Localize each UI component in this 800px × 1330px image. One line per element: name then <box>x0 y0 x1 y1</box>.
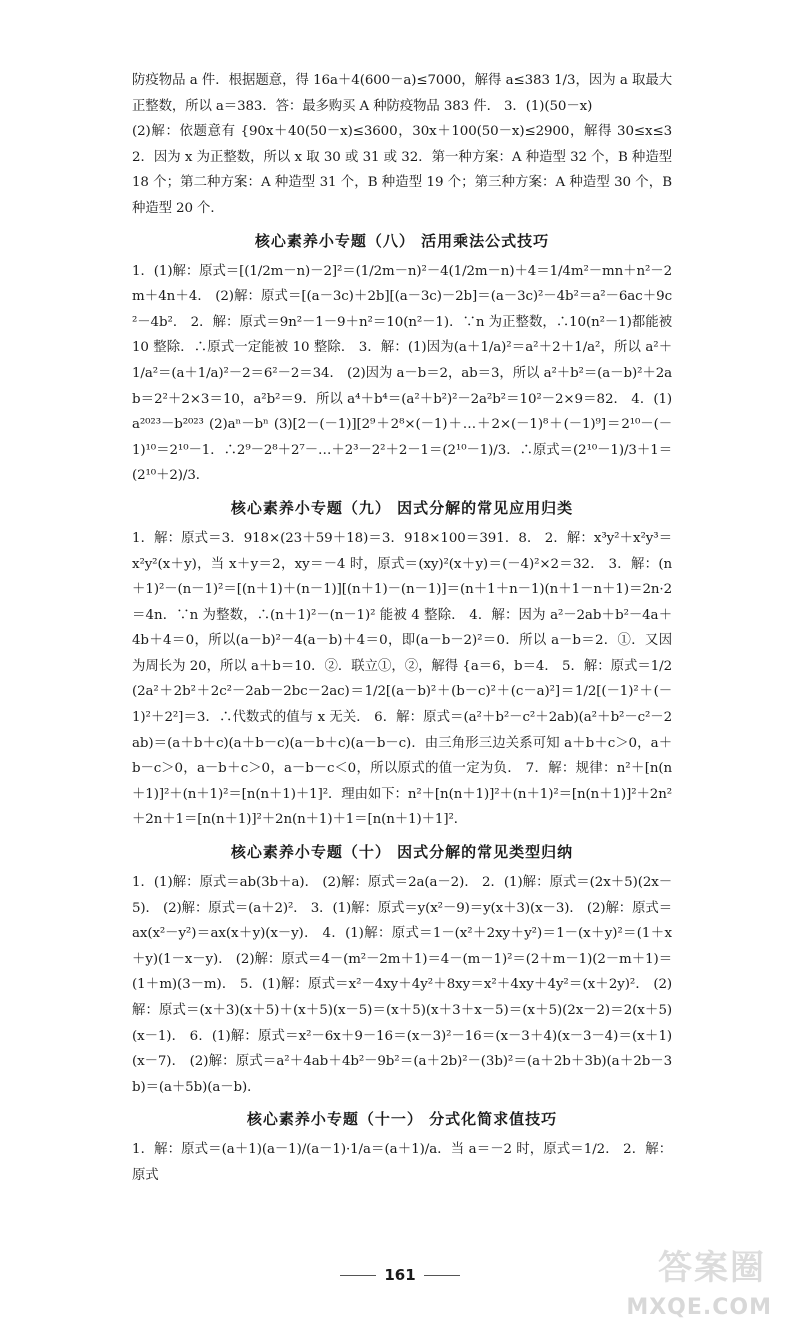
page-number: 161 <box>384 1266 416 1284</box>
watermark-logo: 答案圈 <box>658 1248 766 1288</box>
paragraph: 防疫物品 a 件．根据题意，得 16a＋4(600－a)≤7000，解得 a≤383 1/3，因为 a 取最大正整数，所以 a＝383．答：最多购买 A 种防疫物品 383 件． 3．(1)(50－x) <box>132 73 672 114</box>
paragraph: 1．解：原式＝(a＋1)(a－1)/(a－1)·1/a＝(a＋1)/a．当 a＝－2 时，原式＝1/2． 2．解：原式 <box>132 1142 672 1183</box>
section-heading: 核心素养小专题（九） 因式分解的常见应用归类 <box>230 498 574 517</box>
paragraph: 1．(1)解：原式＝ab(3b＋a)． (2)解：原式＝2a(a－2)． 2．(1)解：原式＝(2x＋5)(2x－5)． (2)解：原式＝(a＋2)²． 3．(1)解：原式＝y(x²－9)＝y(x＋3)(x－3)． (2)解：原式＝ax(x²－y²)＝ax(x＋y)(x－y)． 4．(1)解：原式＝1－(x²＋2xy＋y²)＝1－(x＋y)²＝(1＋x＋y)(1－x－y)． (2)解：原式＝4－(m²－2m＋1)＝4－(m－1)²＝(2＋m－1)(2－m＋1)＝(1＋m)(3－m)． 5．(1)解：原式＝x²－4xy＋4y²＋8xy＝x²＋4xy＋4y²＝(x＋2y)²． (2)解：原式＝(x＋3)(x＋5)＋(x＋5)(x－5)＝(x＋5)(x＋3＋x－5)＝(x＋5)(2x－2)＝2(x＋5)(x－1)． 6．(1)解：原式＝x²－6x＋9－16＝(x－3)²－16＝(x－3＋4)(x－3－4)＝(x＋1)(x－7)． (2)解：原式＝a²＋4ab＋4b²－9b²＝(a＋2b)²－(3b)²＝(a＋2b＋3b)(a＋2b－3b)＝(a＋5b)(a－b)． <box>132 875 672 1095</box>
footer-rule-left <box>340 1275 376 1276</box>
paragraph: 1．解：原式＝3．918×(23＋59＋18)＝3．918×100＝391．8． 2．解：x³y²＋x²y³＝x²y²(x＋y)，当 x＋y＝2，xy＝－4 时，原式＝(xy)²(x＋y)＝(－4)²×2＝32． 3．解：(n＋1)²－(n－1)²＝[(n＋1)＋(n－1)][(n＋1)－(n－1)]＝(n＋1＋n－1)(n＋1－n＋1)＝2n·2＝4n．∵n 为整数，∴(n＋1)²－(n－1)² 能被 4 整除． 4．解：因为 a²－2ab＋b²－4a＋4b＋4＝0，所以(a－b)²－4(a－b)＋4＝0，即(a－b－2)²＝0．所以 a－b＝2．①．又因为周长为 20，所以 a＋b＝10．②．联立①，②，解得 {a＝6，b＝4． 5．解：原式＝1/2(2a²＋2b²＋2c²－2ab－2bc－2ac)＝1/2[(a－b)²＋(b－c)²＋(c－a)²]＝1/2[(－1)²＋(－1)²＋2²]＝3．∴代数式的值与 x 无关． 6．解：原式＝(a²＋b²－c²＋2ab)(a²＋b²－c²－2ab)＝(a＋b＋c)(a＋b－c)(a－b＋c)(a－b－c)．由三角形三边关系可知 a＋b＋c＞0，a＋b－c＞0，a－b＋c＞0，a－b－c＜0，所以原式的值一定为负． 7．解：规律：n²＋[n(n＋1)]²＋(n＋1)²＝[n(n＋1)＋1]²．理由如下：n²＋[n(n＋1)]²＋(n＋1)²＝[n(n＋1)]²＋2n²＋2n＋1＝[n(n＋1)]²＋2n(n＋1)＋1＝[n(n＋1)＋1]²． <box>132 530 672 828</box>
watermark <box>582 1240 772 1320</box>
footer-rule-right <box>424 1275 460 1276</box>
section-heading: 核心素养小专题（八） 活用乘法公式技巧 <box>254 231 550 250</box>
watermark-url: MXQE.COM <box>626 1295 772 1320</box>
section-heading: 核心素养小专题（十） 因式分解的常见类型归纳 <box>230 843 574 862</box>
paragraph: 1．(1)解：原式＝[(1/2m－n)－2]²＝(1/2m－n)²－4(1/2m－n)＋4＝1/4m²－mn＋n²－2m＋4n＋4． (2)解：原式＝[(a－3c)＋2b][(a－3c)－2b]＝(a－3c)²－4b²＝a²－6ac＋9c²－4b²． 2．解：原式＝9n²－1－9＋n²＝10(n²－1)．∵n 为正整数，∴10(n²－1)都能被 10 整除．∴原式一定能被 10 整除． 3．解：(1)因为(a＋1/a)²＝a²＋2＋1/a²，所以 a²＋1/a²＝(a＋1/a)²－2＝6²－2＝34． (2)因为 a－b＝2，ab＝3，所以 a²＋b²＝(a－b)²＋2ab＝2²＋2×3＝10，a²b²＝9．所以 a⁴＋b⁴＝(a²＋b²)²－2a²b²＝10²－2×9＝82． 4．(1)a²⁰²³－b²⁰²³ (2)aⁿ－bⁿ (3)[2－(－1)][2⁹＋2⁸×(－1)＋…＋2×(－1)⁸＋(－1)⁹]＝2¹⁰－(－1)¹⁰＝2¹⁰－1．∴2⁹－2⁸＋2⁷－…＋2³－2²＋2－1＝(2¹⁰－1)/3．∴原式＝(2¹⁰－1)/3＋1＝(2¹⁰＋2)/3． <box>132 263 672 484</box>
section-heading: 核心素养小专题（十一） 分式化简求值技巧 <box>246 1110 558 1129</box>
paragraph: (2)解：依题意有 {90x＋40(50－x)≤3600，30x＋100(50－x)≤2900，解得 30≤x≤32．因为 x 为正整数，所以 x 取 30 或 31 或 32．第一种方案：A 种造型 32 个，B 种造型 18 个；第二种方案：A 种造型 31 个，B 种造型 19 个；第三种方案：A 种造型 30 个，B 种造型 20 个． <box>132 124 672 216</box>
page-content <box>132 68 672 1189</box>
